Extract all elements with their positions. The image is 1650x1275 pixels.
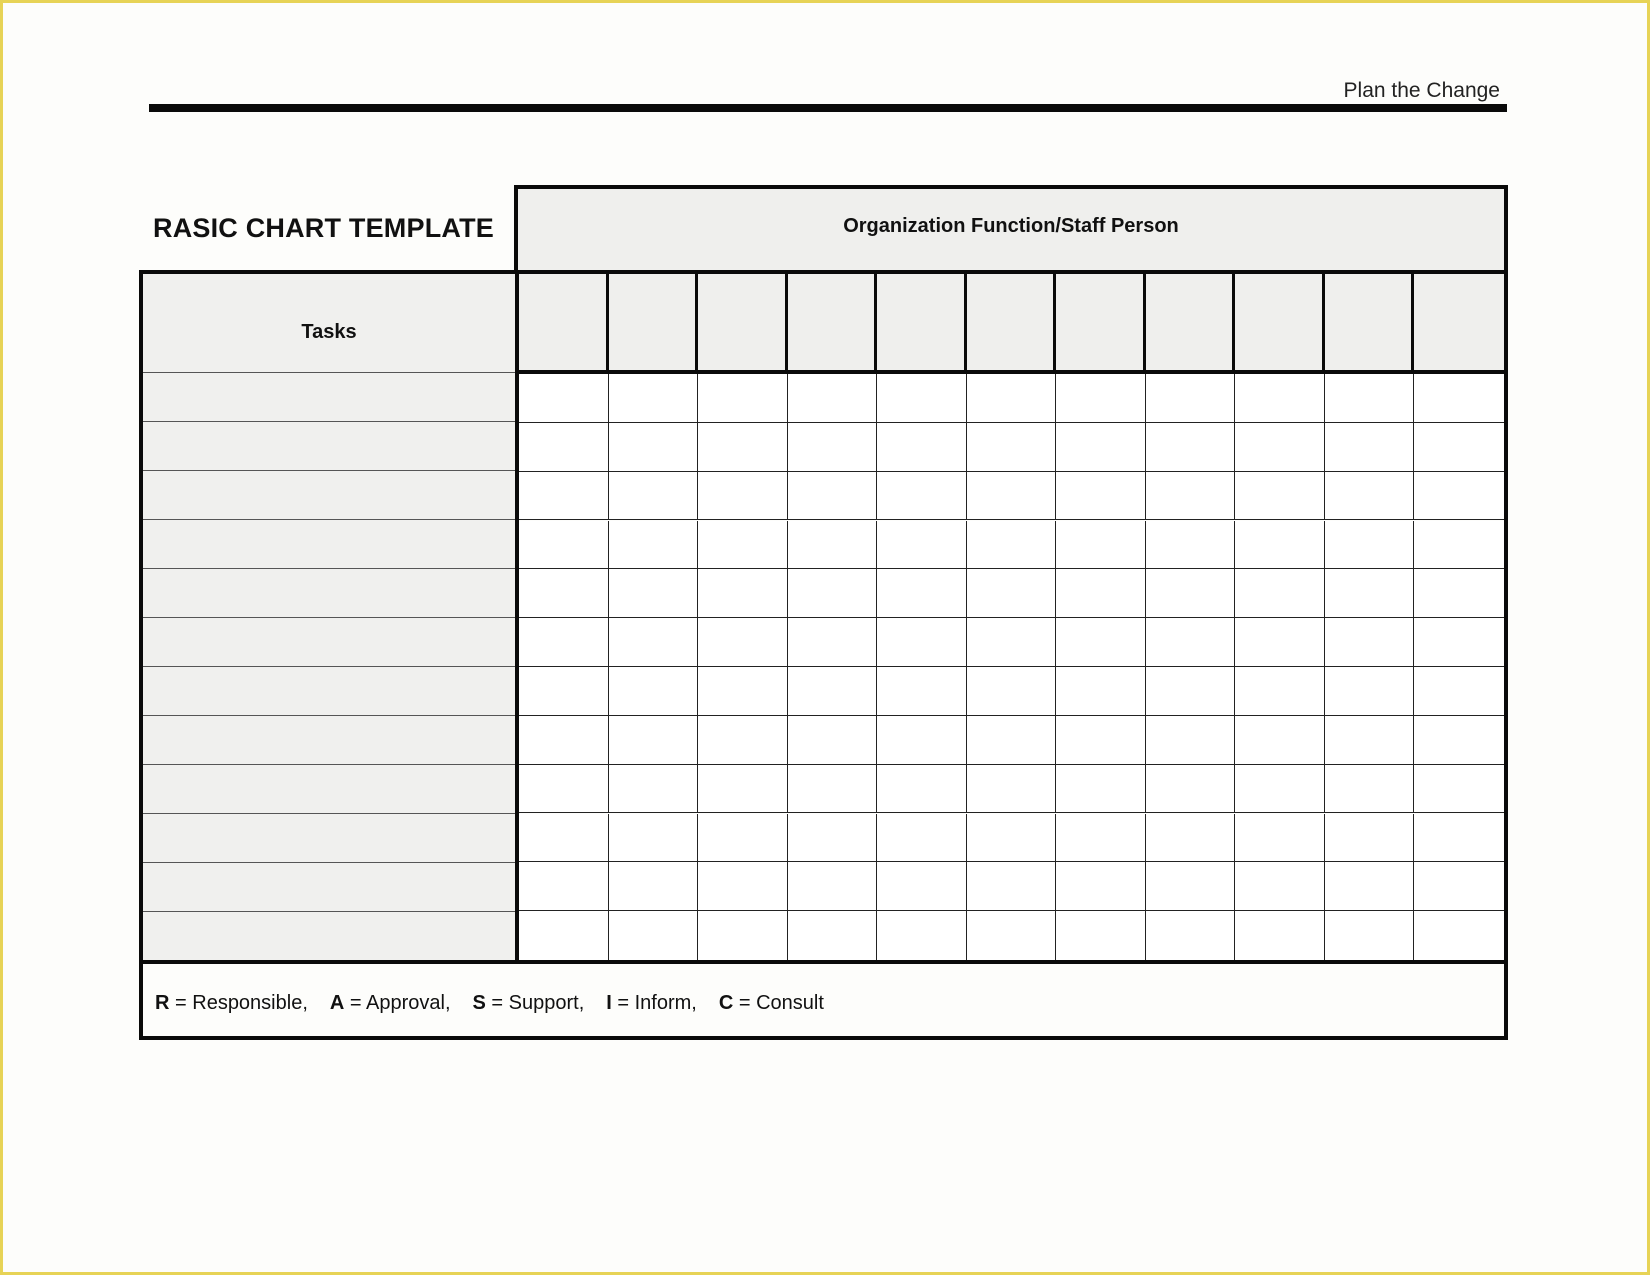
rasic-cell[interactable] (877, 862, 967, 911)
task-row[interactable] (143, 470, 515, 519)
rasic-cell[interactable] (788, 765, 878, 814)
rasic-cell[interactable] (1325, 569, 1415, 618)
rasic-cell[interactable] (788, 618, 878, 667)
rasic-cell[interactable] (967, 667, 1057, 716)
legend-key: A (329, 992, 345, 1014)
rasic-cell[interactable] (1146, 814, 1236, 863)
rasic-cell[interactable] (519, 472, 609, 521)
rasic-cell[interactable] (1414, 716, 1504, 765)
rasic-cell[interactable] (1325, 423, 1415, 472)
rasic-cell[interactable] (1235, 423, 1325, 472)
rasic-cell[interactable] (1146, 569, 1236, 618)
task-row[interactable] (143, 519, 515, 568)
rasic-cell[interactable] (698, 472, 788, 521)
legend-text: = Approval, (344, 992, 451, 1014)
rasic-cell[interactable] (1146, 374, 1236, 423)
rasic-cell[interactable] (698, 911, 788, 960)
rasic-cell[interactable] (519, 667, 609, 716)
rasic-cell[interactable] (1325, 667, 1415, 716)
rasic-cell[interactable] (788, 569, 878, 618)
task-row[interactable] (143, 372, 515, 421)
rasic-cell[interactable] (698, 521, 788, 570)
rasic-cell[interactable] (609, 423, 699, 472)
rasic-cell[interactable] (1235, 472, 1325, 521)
rasic-cell[interactable] (1056, 472, 1146, 521)
legend-text: = Support, (485, 992, 585, 1014)
rasic-cell[interactable] (609, 521, 699, 570)
rasic-cell[interactable] (1235, 521, 1325, 570)
legend-item (330, 992, 451, 1015)
rasic-cell[interactable] (1325, 765, 1415, 814)
rasic-cell[interactable] (1146, 667, 1236, 716)
rasic-cell[interactable] (967, 716, 1057, 765)
rasic-cell[interactable] (519, 814, 609, 863)
rasic-cell[interactable] (1414, 423, 1504, 472)
rasic-cell[interactable] (1414, 521, 1504, 570)
rasic-cell[interactable] (967, 472, 1057, 521)
rasic-cell[interactable] (519, 521, 609, 570)
staff-column-header[interactable] (967, 274, 1057, 370)
rasic-cell[interactable] (967, 814, 1057, 863)
rasic-cell[interactable] (1146, 911, 1236, 960)
rasic-cell[interactable] (698, 814, 788, 863)
rasic-cell[interactable] (1146, 423, 1236, 472)
rasic-cell[interactable] (519, 569, 609, 618)
task-row[interactable] (143, 666, 515, 715)
staff-column-header[interactable] (1325, 274, 1415, 370)
rasic-cell[interactable] (967, 618, 1057, 667)
rasic-cell[interactable] (788, 472, 878, 521)
rasic-cell[interactable] (1235, 374, 1325, 423)
rasic-cell[interactable] (1056, 667, 1146, 716)
rasic-cell[interactable] (698, 667, 788, 716)
rasic-cell[interactable] (1325, 374, 1415, 423)
rasic-cell[interactable] (877, 521, 967, 570)
rasic-cell[interactable] (609, 814, 699, 863)
rasic-cell[interactable] (1146, 765, 1236, 814)
rasic-cell[interactable] (877, 618, 967, 667)
rasic-cell[interactable] (967, 862, 1057, 911)
rasic-cell[interactable] (1146, 862, 1236, 911)
rasic-cell[interactable] (609, 716, 699, 765)
rasic-cell[interactable] (788, 814, 878, 863)
rasic-cell[interactable] (1414, 862, 1504, 911)
rasic-cell[interactable] (967, 911, 1057, 960)
rasic-cell[interactable] (1235, 862, 1325, 911)
rasic-cell[interactable] (609, 862, 699, 911)
rasic-cell[interactable] (1414, 765, 1504, 814)
tasks-column (143, 274, 519, 960)
rasic-cell[interactable] (698, 765, 788, 814)
rasic-cell[interactable] (1325, 911, 1415, 960)
staff-column-header[interactable] (877, 274, 967, 370)
legend-item (155, 992, 308, 1015)
rasic-cell[interactable] (1325, 716, 1415, 765)
staff-column-header[interactable] (1414, 274, 1504, 370)
rasic-cell[interactable] (877, 667, 967, 716)
rasic-cell[interactable] (877, 374, 967, 423)
rasic-cell[interactable] (519, 765, 609, 814)
rasic-cell[interactable] (1056, 423, 1146, 472)
task-row[interactable] (143, 764, 515, 813)
rasic-cell[interactable] (698, 374, 788, 423)
legend-text: = Responsible, (169, 992, 308, 1014)
rasic-cell[interactable] (1146, 472, 1236, 521)
rasic-cell[interactable] (519, 862, 609, 911)
rasic-cell[interactable] (1235, 618, 1325, 667)
staff-column-header[interactable] (609, 274, 699, 370)
rasic-cell[interactable] (1056, 374, 1146, 423)
legend-key: I (606, 992, 612, 1014)
legend-items (155, 992, 846, 1015)
staff-columns (519, 274, 1504, 960)
rasic-cell[interactable] (877, 472, 967, 521)
rasic-cell[interactable] (1235, 716, 1325, 765)
rasic-cell[interactable] (609, 374, 699, 423)
rasic-cell[interactable] (698, 569, 788, 618)
rasic-cell[interactable] (788, 374, 878, 423)
rasic-cell[interactable] (609, 618, 699, 667)
rasic-cell[interactable] (519, 374, 609, 423)
legend-item (719, 992, 824, 1015)
rasic-cell[interactable] (1146, 716, 1236, 765)
task-row[interactable] (143, 813, 515, 862)
rasic-grid (139, 270, 1508, 964)
rasic-cell[interactable] (1056, 521, 1146, 570)
task-row[interactable] (143, 421, 515, 470)
staff-column-header[interactable] (519, 274, 609, 370)
rasic-cell[interactable] (519, 716, 609, 765)
rasic-cell[interactable] (788, 862, 878, 911)
rasic-cell[interactable] (1056, 814, 1146, 863)
rasic-cell[interactable] (788, 716, 878, 765)
legend-item (606, 992, 697, 1015)
rasic-cell[interactable] (967, 521, 1057, 570)
rasic-cell[interactable] (788, 521, 878, 570)
rasic-cell[interactable] (1146, 618, 1236, 667)
rasic-cell[interactable] (1325, 618, 1415, 667)
rasic-cell[interactable] (967, 569, 1057, 618)
rasic-cell[interactable] (1414, 569, 1504, 618)
rasic-cell[interactable] (967, 374, 1057, 423)
rasic-cell[interactable] (1056, 716, 1146, 765)
rasic-cell[interactable] (1235, 814, 1325, 863)
rasic-cell[interactable] (1235, 667, 1325, 716)
rasic-cell[interactable] (609, 569, 699, 618)
rasic-cell[interactable] (1235, 569, 1325, 618)
rasic-cell[interactable] (1056, 569, 1146, 618)
header-rule (149, 104, 1507, 112)
rasic-cell[interactable] (1414, 911, 1504, 960)
rasic-cell[interactable] (967, 765, 1057, 814)
rasic-cell[interactable] (1414, 618, 1504, 667)
rasic-cell[interactable] (788, 667, 878, 716)
task-row[interactable] (143, 862, 515, 911)
tasks-header (143, 274, 515, 372)
task-row[interactable] (143, 617, 515, 666)
legend-key: C (718, 992, 734, 1014)
rasic-cell[interactable] (1414, 374, 1504, 423)
rasic-cell[interactable] (519, 618, 609, 667)
tasks-header-label: Tasks (301, 320, 357, 343)
legend-key: R (155, 992, 170, 1014)
rasic-cell[interactable] (1325, 472, 1415, 521)
rasic-cell[interactable] (877, 911, 967, 960)
rasic-cell[interactable] (1056, 765, 1146, 814)
rasic-cell[interactable] (519, 423, 609, 472)
rasic-cell[interactable] (1146, 521, 1236, 570)
chart-title: RASIC CHART TEMPLATE (153, 213, 494, 243)
rasic-cell[interactable] (1414, 814, 1504, 863)
rasic-cell[interactable] (1325, 862, 1415, 911)
rasic-cell[interactable] (698, 618, 788, 667)
rasic-cell[interactable] (519, 911, 609, 960)
staff-column-header[interactable] (698, 274, 788, 370)
rasic-cell[interactable] (609, 667, 699, 716)
rasic-cell[interactable] (1235, 911, 1325, 960)
org-function-header-label: Organization Function/Staff Person (843, 214, 1179, 237)
rasic-cell[interactable] (1235, 765, 1325, 814)
task-row[interactable] (143, 911, 515, 960)
staff-column-header[interactable] (1146, 274, 1236, 370)
rasic-cell[interactable] (967, 423, 1057, 472)
rasic-cell[interactable] (877, 423, 967, 472)
rasic-cell[interactable] (877, 569, 967, 618)
legend-item (473, 992, 585, 1015)
rasic-cell[interactable] (698, 423, 788, 472)
rasic-cell[interactable] (1414, 667, 1504, 716)
legend (139, 960, 1508, 1040)
staff-column-header[interactable] (1056, 274, 1146, 370)
rasic-cell[interactable] (877, 765, 967, 814)
rasic-cell[interactable] (1056, 618, 1146, 667)
task-row[interactable] (143, 715, 515, 764)
staff-column-header[interactable] (1235, 274, 1325, 370)
legend-key: S (472, 992, 486, 1014)
header-note: Plan the Change (1343, 79, 1500, 102)
rasic-cell[interactable] (788, 911, 878, 960)
legend-text: = Consult (733, 992, 824, 1014)
rasic-cell[interactable] (1325, 814, 1415, 863)
org-function-header (514, 185, 1508, 271)
rasic-cell[interactable] (1056, 911, 1146, 960)
rasic-cell[interactable] (698, 716, 788, 765)
rasic-cell[interactable] (609, 911, 699, 960)
rasic-cell[interactable] (609, 472, 699, 521)
rasic-cell[interactable] (609, 765, 699, 814)
rasic-cell[interactable] (1325, 521, 1415, 570)
task-row[interactable] (143, 568, 515, 617)
rasic-cell[interactable] (788, 423, 878, 472)
rasic-cell[interactable] (1414, 472, 1504, 521)
rasic-cell[interactable] (877, 814, 967, 863)
legend-text: = Inform, (611, 992, 697, 1014)
staff-column-header[interactable] (788, 274, 878, 370)
rasic-cell[interactable] (877, 716, 967, 765)
rasic-cell[interactable] (698, 862, 788, 911)
rasic-cell[interactable] (1056, 862, 1146, 911)
